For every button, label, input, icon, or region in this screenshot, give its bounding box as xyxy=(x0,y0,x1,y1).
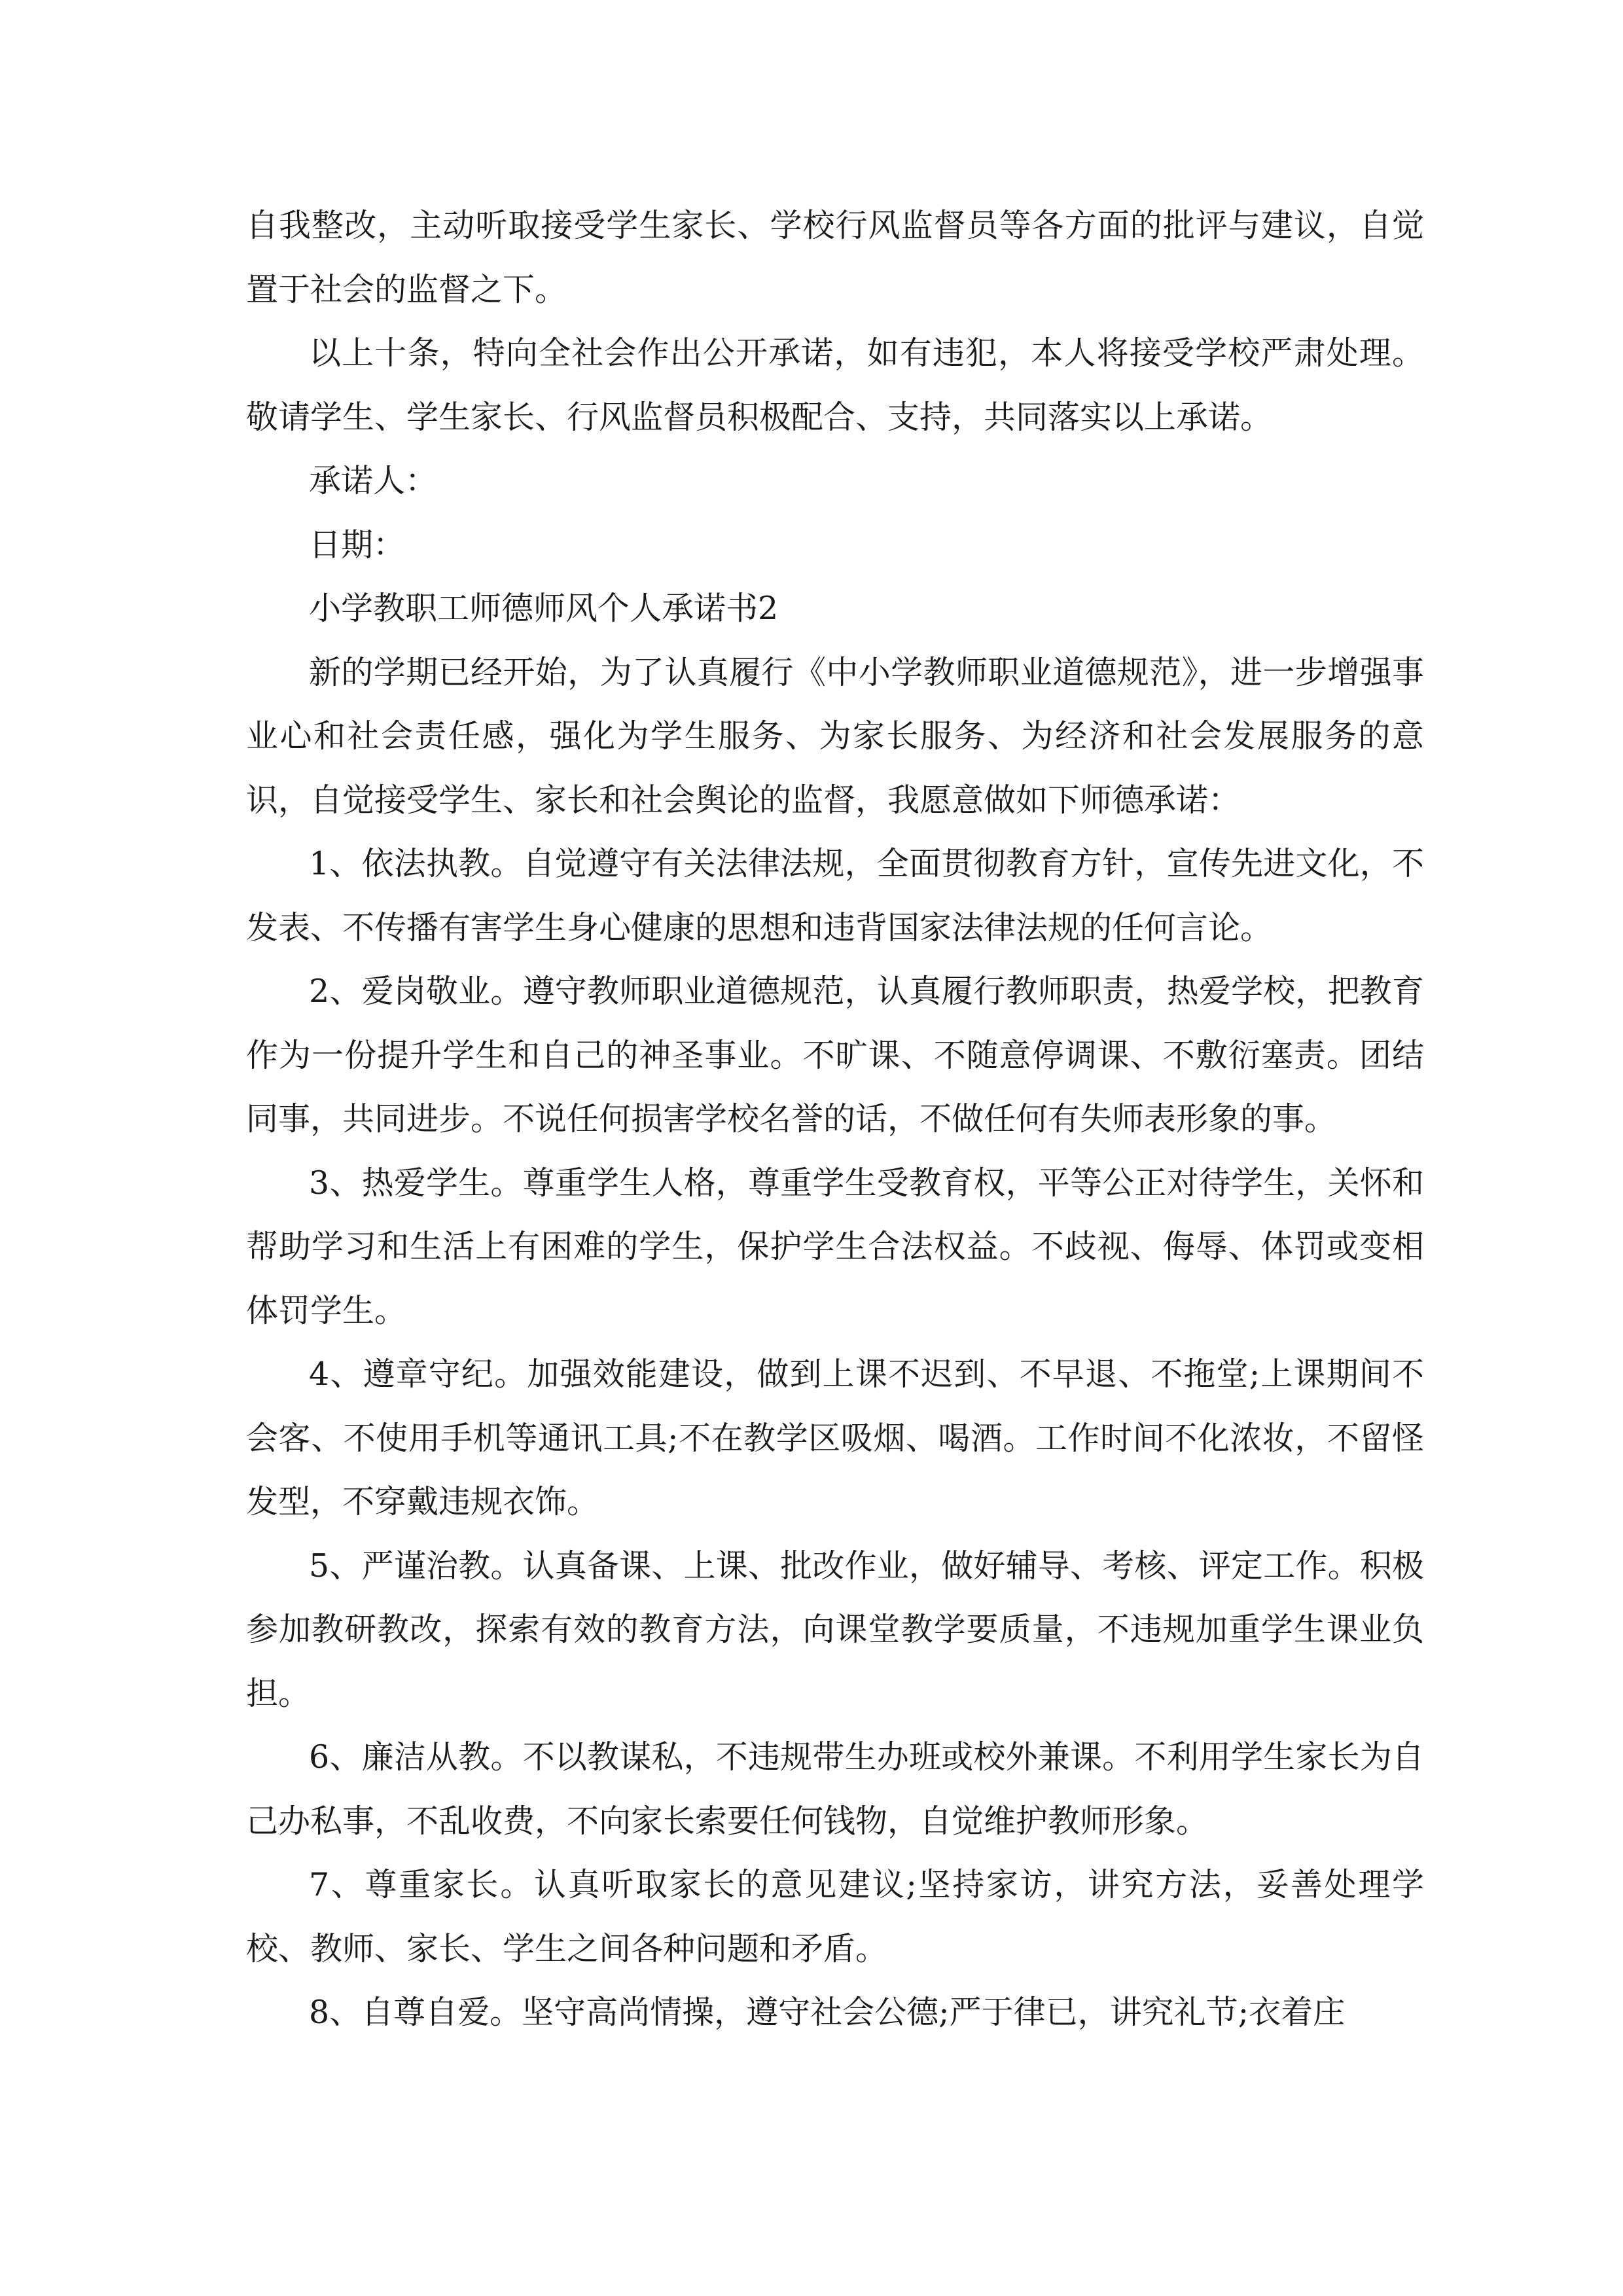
list-item-3: 3、热爱学生。尊重学生人格，尊重学生受教育权，平等公正对待学生，关怀和帮助学习和生活上有困难的学生，保护学生合法权益。不歧视、侮辱、体罚或变相体罚学生。 xyxy=(246,1164,1424,1329)
paragraph-intro: 新的学期已经开始，为了认真履行《中小学教师职业道德规范》，进一步增强事业心和社会责任感，强化为学生服务、为家长服务、为经济和社会发展服务的意识，自觉接受学生、家长和社会舆论的监督，我愿意做如下师德承诺： xyxy=(246,653,1424,819)
list-item-8: 8、自尊自爱。坚守高尚情操，遵守社会公德;严于律已，讲究礼节;衣着庄 xyxy=(309,1994,1346,2031)
date-label: 日期： xyxy=(309,526,406,564)
section-title: 小学教职工师德师风个人承诺书2 xyxy=(309,590,779,627)
signatory-label: 承诺人： xyxy=(309,462,438,499)
list-item-4: 4、遵章守纪。加强效能建设，做到上课不迟到、不早退、不拖堂;上课期间不会客、不使用手机等通讯工具;不在教学区吸烟、喝酒。工作时间不化浓妆，不留怪发型，不穿戴违规衣饰。 xyxy=(246,1355,1424,1520)
paragraph-continuation: 自我整改，主动听取接受学生家长、学校行风监督员等各方面的批评与建议，自觉置于社会的监督之下。 xyxy=(246,207,1424,308)
list-item-2: 2、爱岗敬业。遵守教师职业道德规范，认真履行教师职责，热爱学校，把教育作为一份提升学生和自己的神圣事业。不旷课、不随意停调课、不敷衍塞责。团结同事，共同进步。不说任何损害学校名誉的话，不做任何有失师表形象的事。 xyxy=(246,973,1424,1138)
paragraph-public-commitment: 以上十条，特向全社会作出公开承诺，如有违犯，本人将接受学校严肃处理。敬请学生、学生家长、行风监督员积极配合、支持，共同落实以上承诺。 xyxy=(246,334,1424,436)
document-body xyxy=(246,194,1424,2045)
list-item-5: 5、严谨治教。认真备课、上课、批改作业，做好辅导、考核、评定工作。积极参加教研教改，探索有效的教育方法，向课堂教学要质量，不违规加重学生课业负担。 xyxy=(246,1547,1424,1712)
list-item-7: 7、尊重家长。认真听取家长的意见建议;坚持家访，讲究方法，妥善处理学校、教师、家长、学生之间各种问题和矛盾。 xyxy=(246,1866,1424,1967)
list-item-1: 1、依法执教。自觉遵守有关法律法规，全面贯彻教育方针，宣传先进文化，不发表、不传播有害学生身心健康的思想和违背国家法律法规的任何言论。 xyxy=(246,845,1424,946)
list-item-6: 6、廉洁从教。不以教谋私，不违规带生办班或校外兼课。不利用学生家长为自己办私事，不乱收费，不向家长索要任何钱物，自觉维护教师形象。 xyxy=(246,1738,1424,1840)
